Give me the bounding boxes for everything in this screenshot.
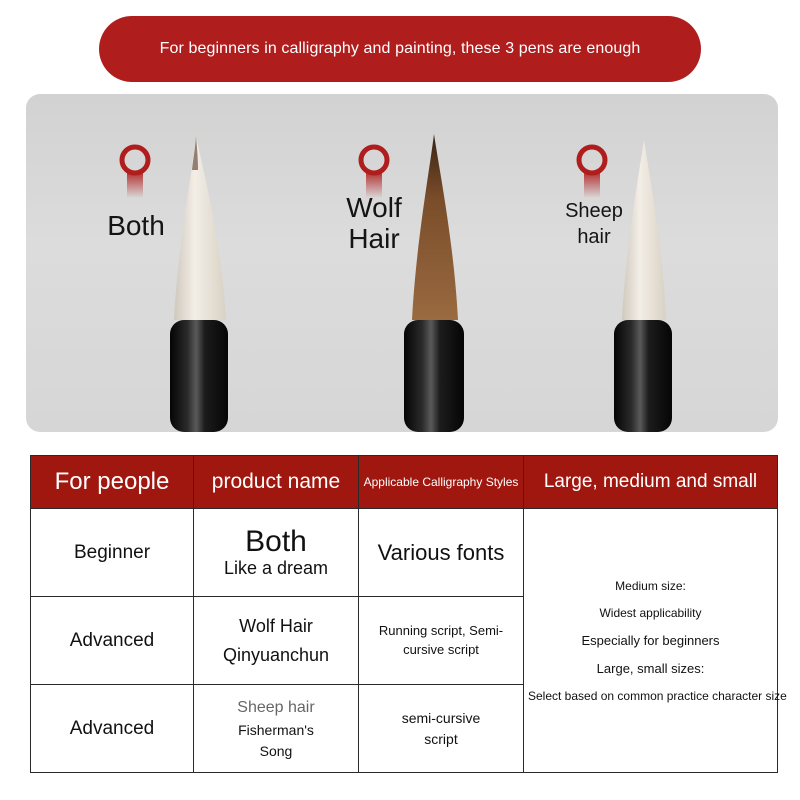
size-note: Large, small sizes:	[596, 660, 705, 676]
marker-icon	[122, 147, 148, 198]
size-note: Medium size:	[615, 578, 686, 593]
brushes-illustration	[26, 94, 778, 432]
size-note: Especially for beginners	[581, 632, 720, 648]
size-note: Select based on common practice character size	[528, 688, 787, 703]
level-cell: Advanced	[31, 597, 194, 685]
product-name: Sheep hair	[237, 699, 315, 717]
size-notes-cell	[524, 509, 787, 773]
brush-photo	[26, 94, 778, 432]
product-subname: Qinyuanchun	[222, 644, 330, 665]
style-cell: semi-cursive script	[359, 685, 524, 773]
comparison-table	[30, 455, 787, 773]
product-name-cell	[194, 509, 359, 597]
header-calligraphy-styles: Applicable Calligraphy Styles	[359, 456, 524, 509]
table-header-row	[31, 456, 778, 509]
size-note: Widest applicability	[599, 605, 702, 620]
header-sizes: Large, medium and small	[524, 456, 778, 509]
header-for-people: For people	[31, 456, 194, 509]
product-subname: Like a dream	[223, 557, 329, 578]
product-name: Wolf Hair	[239, 615, 313, 636]
style-cell: Various fonts	[359, 509, 524, 597]
marker-icon	[361, 147, 387, 198]
level-cell: Advanced	[31, 685, 194, 773]
style-cell: Running script, Semi-cursive script	[359, 597, 524, 685]
table-row	[31, 509, 778, 597]
title-banner	[99, 16, 701, 82]
marker-icon	[579, 147, 605, 198]
level-cell: Beginner	[31, 509, 194, 597]
product-name-cell	[194, 685, 359, 773]
product-name-cell	[194, 597, 359, 685]
product-subname: Fisherman's Song	[238, 722, 314, 759]
brush-label-sheep-hair: Sheep hair	[565, 200, 623, 248]
brush-both	[170, 136, 228, 432]
banner-text: For beginners in calligraphy and painting, these 3 pens are enough	[159, 40, 641, 57]
header-product-name: product name	[194, 456, 359, 509]
brush-label-both: Both	[107, 210, 165, 241]
brush-label-wolf-hair: Wolf Hair	[346, 192, 402, 255]
brush-sheep-hair	[614, 140, 672, 432]
brush-wolf-hair	[404, 134, 464, 432]
product-name: Both	[245, 525, 307, 559]
